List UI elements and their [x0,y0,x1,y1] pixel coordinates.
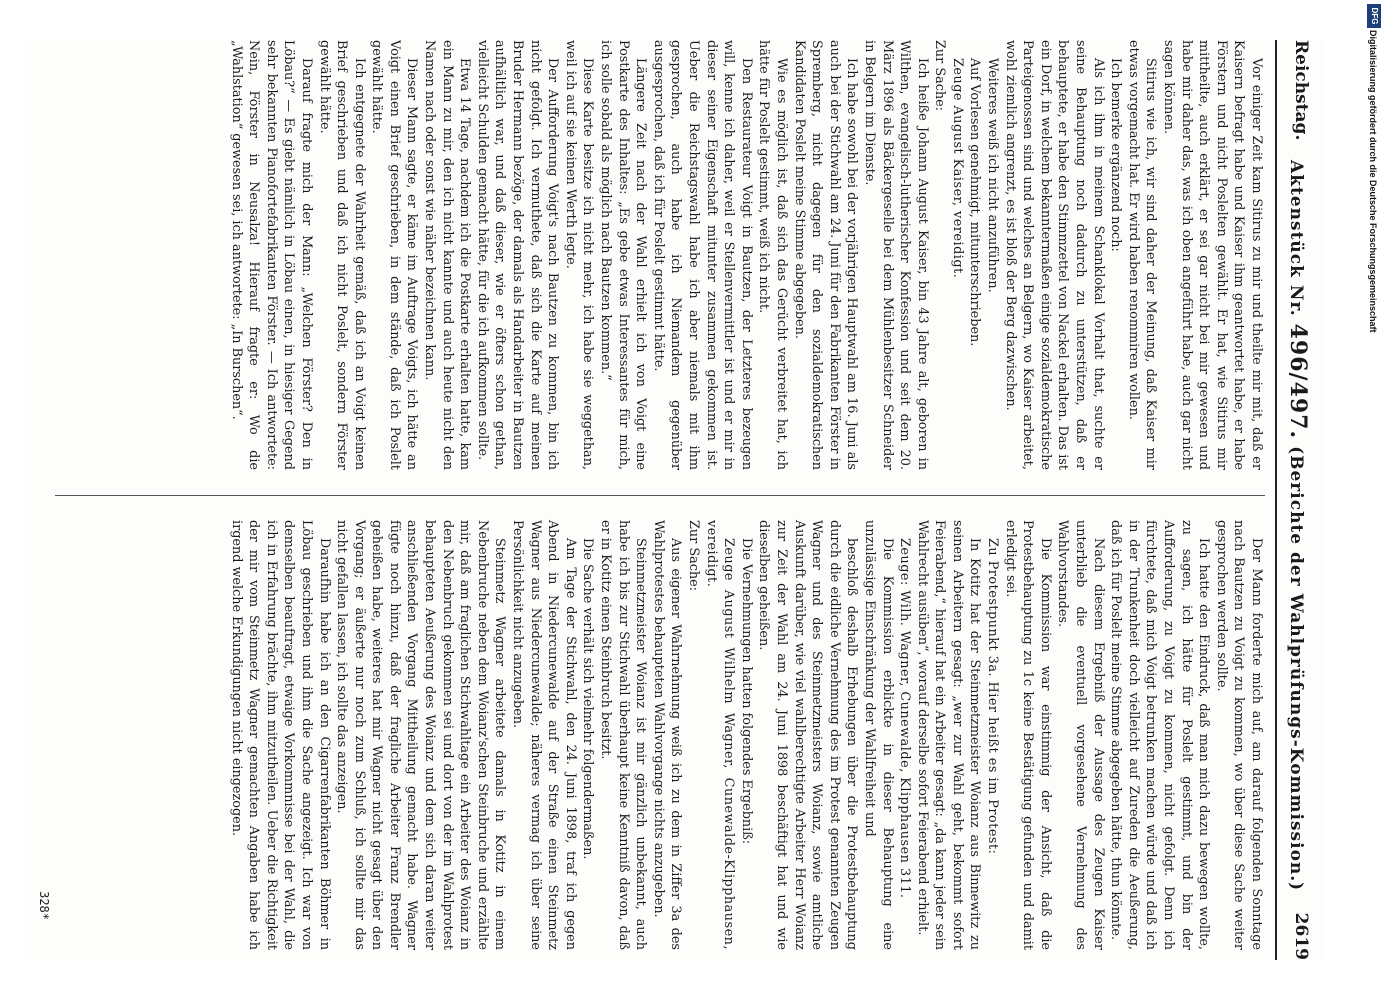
header-center [1285,160,1311,892]
paragraph: Zu Protestpunkt 3a. Hier heißt es im Protest: [985,538,1001,855]
right-column [227,520,1265,950]
paragraph: Wie es möglich ist, daß sich das Gerücht verbreitet hat, ich hätte für Poslelt gestimmt, weiß ich nicht. [756,40,789,470]
paragraph: Zur Sache: [932,40,948,112]
digitization-note-text: Digitalisierung gefördert durch die Deutsche Forschungsgemeinschaft [1368,30,1378,333]
header-rule [1275,40,1277,960]
paragraph: Zeuge August Wilhelm Wagner, Cunewalde-Klipphausen, vereidigt. [703,520,737,950]
paragraph: Längere Zeit nach der Wahl erhielt ich von Voigt eine Postkarte des Inhaltes: „Es gebe etwas Interessantes für mich, ich solle sobald als möglich nach Bautzen kommen.“ [598,40,649,470]
paragraph: Zeuge August Kaiser, vereidigt. [949,58,965,279]
paragraph: Der Mann forderte mich auf, am darauf folgenden Sonntage nach Bautzen zu Voigt zu kommen, wo über diese Sache weiter gesprochen werden sollte. [1213,520,1264,950]
paragraph: Sitirus wie ich, wir sind daher der Meinung, daß Kaiser mir etwas vorgemacht hat. Er wird haben renommiren wollen. [1125,40,1159,470]
page-header [1283,40,1323,960]
header-center-prefix: Aktenstück Nr. [1286,160,1306,317]
paragraph: Aus eigener Wahrnehmung weiß ich zu dem in Ziffer 3a des Wahlprotestes behaupteten Wahlvorgange nichts anzugeben. [650,520,684,950]
paragraph: Steinmetz Wagner arbeitete damals in Kotitz in einem Nebenbruche neben dem Woianz'schen Steinbruche und erzählte mir, daß am fraglichen Stichwahltage ein Arbeiter des Woianz in den Nebenbruch gekommen sei und dort von der im Wahlprotest behaupteten Aeußerung des Woianz und dem sich daran weiter anschließenden Vorgang Mittheilung gemacht habe. Wagner fügte noch hinzu, daß der fragliche Arbeiter Franz Brendler geheißen habe, weiteres hat mir Wagner nicht gesagt über den Vorgang; er äußerte nur noch zum Schluß, ich sollte mir das nicht gefallen lassen, ich sollte das anzeigen. [334,520,508,950]
paragraph: Die Kommission erblickte in dieser Behauptung eine unzulässige Einschränkung der Wahlfreiheit und [861,520,895,950]
paragraph: Auf Vorlesen genehmigt, mitunterschrieben. [967,58,983,347]
paragraph: Etwa 14 Tage, nachdem ich die Postkarte erhalten hatte, kam ein Mann zu mir, den ich nicht kannte und auch heute nicht den Namen nach oder sonst wie näher bezeichnen kann. [422,40,473,470]
paragraph: Ich hatte den Eindruck, daß man mich dazu bewegen wollte, zu sagen, ich hätte für Poslelt gestimmt, und bin der Aufforderung, zu Voigt zu kommen, nicht gefolgt. Denn ich fürchtete, daß mich Voigt betrunken machen würde und daß ich in der Trunkenheit doch vielleicht auf Zureden die Aeußerung, daß ich für Poslelt meine Stimme abgegeben hätte, thun könnte. [1108,520,1212,950]
paragraph: Ich bemerke ergänzend noch: [1108,58,1124,252]
paragraph: Am Tage der Stichwahl, den 24. Juni 1898, traf ich gegen Abend in Niedercunewalde auf der Straße einen Steinmetz Wagner aus Niedercunewalde; näheres vermag ich über seine Persönlichkeit nicht anzugeben. [510,520,578,950]
header-left: Reichstag. [1291,40,1311,141]
paragraph: In Kotitz hat der Steinmetzmeister Woianz aus Binnewitz zu seinen Arbeitern gesagt: „wer zur Wahl geht, bekommt sofort Feierabend,“ hierauf hat ein Arbeiter gesagt: „da kann jeder sein Wahlrecht ausüben“, worauf derselbe sofort Feierabend erhielt. [914,520,983,950]
header-center-suffix: (Berichte der Wahlprüfungs-Kommission.) [1286,446,1306,892]
paragraph: Die Kommission war einstimmig der Ansicht, daß die Protestbehauptung zu 1c keine Bestätigung gefunden und damit erledigt sei. [1002,520,1053,950]
paragraph: Zur Sache: [686,520,701,592]
paragraph: Als ich ihm in meinem Schanklokal Vorhalt that, suchte er seine Behauptung noch dadurch zu unterstützen, daß er behauptete, er habe den Stimmzettel von Nackel erhalten. Das ist ein Dorf, in welchem bekanntermaßen einige sozialdemokratische Parteigenossen sind und welches an Belgern, wo Kaiser arbeitet, wohl ziemlich angrenzt, es ist bloß der Berg dazwischen. [1002,40,1106,470]
paragraph: beschloß deshalb Erhebungen über die Protestbehauptung durch die eidliche Vernehmung des im Protest genannten Zeugen Wagner und des Steinmetzmeisters Woianz, sowie amtliche Auskunft darüber, wie viel wahlberechtigte Arbeiter Herr Woianz zur Zeit der Wahl am 24. Juni 1898 beschäftigt hat und wie dieselben geheißen. [756,520,860,950]
paragraph: Dieser Mann sagte, er käme im Auftrage Voigts, ich hätte an Voigt einen Brief geschrieben, in dem stände, daß ich Poslelt gewählt hätte. [369,40,420,470]
left-column [227,40,1265,470]
paragraph: Steinmetzmeister Woianz ist mir gänzlich unbekannt, auch habe ich bis zur Stichwahl überhaupt keine Kenntniß davon, daß er in Kotitz einen Steinbruch besitzt. [598,520,649,950]
paragraph: Diese Karte besitze ich nicht mehr, ich habe sie weggethan, weil ich auf sie keinen Werth legte. [562,40,596,470]
dfg-logo-text: DFG [1370,7,1379,25]
paragraph: Die Sache verhält sich vielmehr folgendermaßen. [580,538,596,860]
column-divider [55,495,1265,496]
paragraph: Weiteres weiß ich nicht anzuführen. [985,58,1001,293]
digitization-note [1366,30,1380,656]
signature-mark: 328* [37,891,51,920]
paragraph: Zeuge: Wilh. Wagner, Cunewalde, Klipphausen 311. [897,538,913,899]
paragraph: Die Vernehmungen hatten folgendes Ergebniß: [738,538,754,845]
paragraph: Vor einiger Zeit kam Sitirus zu mir und theilte mir mit, daß er Kaisern befragt habe und Kaiser ihm geantwortet habe, er habe Förstern und nicht Poslelten gewählt. Er hat, wie Sitirus mir mittheilte, auch erklärt, er sei gar nicht bei mir gewesen und habe mir daher das, was ich oben angeführt habe, auch gar nicht sagen können. [1161,40,1264,470]
paragraph: Ich entgegnete der Wahrheit gemäß, daß ich an Voigt keinen Brief geschrieben und daß ich nicht Poslelt, sondern Förster gewählt hätte. [316,40,367,470]
header-center-numbers: 496/497. [1285,323,1311,440]
paragraph: Ich habe sowohl bei der vorjährigen Hauptwahl am 16. Juni als auch bei der Stichwahl am 24. Juni für den Fabrikanten Förster in Spremberg, nicht dagegen für den sozialdemokratischen Kandidaten Poslelt meine Stimme abgegeben. [791,40,860,470]
paragraph: Nach diesem Ergebniß der Aussage des Zeugen Kaiser unterblieb die eventuell vorgesehene Vernehmung des Wahlvorstandes. [1055,520,1106,950]
paragraph: Den Restaurateur Voigt in Bautzen, der Letzteres bezeugen will, kenne ich daher, weil er Stellenvermittler ist und er mir in dieser seiner Eigenschaft mitunter zusammen gekommen ist. Ueber die Reichstagswahl habe ich aber niemals mit ihm gesprochen, auch habe ich Niemandem gegenüber ausgesprochen, daß ich für Poslelt gestimmt hätte. [650,40,754,470]
page-number: 2619 [1291,912,1311,960]
dfg-logo [1367,4,1381,28]
paragraph: Ich heiße Johann August Kaiser, bin 43 Jahre alt, geboren in Wilthen, evangelisch-lutherischer Konfession und seit dem 20. März 1896 als Bäckergeselle bei dem Mühlenbesitzer Schneider in Belgern im Dienste. [861,40,930,470]
paragraph: Der Aufforderung Voigt's nach Bautzen zu kommen, bin ich nicht gefolgt. Ich vermuthete, daß sich die Karte auf meinen Bruder Hermann bezöge, der damals als Handarbeiter in Bautzen aufhältlich war, und daß dieser, wie er öfters schon gethan, vielleicht Schulden gemacht hätte, für die ich aufkommen sollte. [474,40,561,470]
paragraph: Darauf fragte mich der Mann: „Welchen Förster? Den in Löbau?“ — Es giebt nämlich in Löbau einen, in hiesiger Gegend sehr bekannten Pianofortefabrikanten Förster. — Ich antwortete: Nein, Förster in Neusalza! Hierauf fragte er: Wo die „Wahlstation“ gewesen sei, ich antwortete: „In Burschen“. [228,40,314,470]
paragraph: Daraufhin habe ich an den Cigarrenfabrikanten Böhmer in Löbau geschrieben und ihm die Sache angezeigt. Ich war von demselben beauftragt, etwaige Vorkommnisse bei der Wahl, die ich in Erfahrung brächte, ihm mitzutheilen. Ueber die Richtigkeit der mir vom Steinmetz Wagner gemachten Angaben habe ich irgend welche Erkundigungen nicht eingezogen. [228,520,332,950]
document-page [23,40,1323,960]
